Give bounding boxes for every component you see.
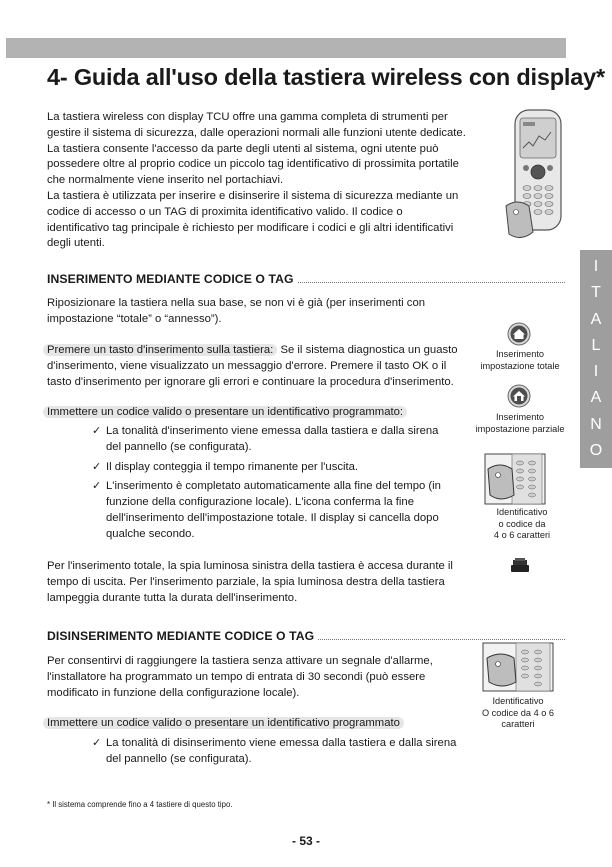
caption-identifier-2	[468, 696, 568, 731]
text-line: Per l'inserimento totale, la spia luminosa sinistra della tastiera è accesa durante il	[47, 560, 453, 572]
highlighted-instruction: Immettere un codice valido o presentare un identificativo programmato:	[43, 406, 407, 418]
language-letter: A	[590, 389, 602, 407]
checkmark-icon: ✓	[92, 480, 102, 493]
highlighted-instruction: Premere un tasto d'inserimento sulla tastiera:	[43, 344, 277, 356]
list-item	[92, 424, 441, 456]
text-line: lampeggia durante tutta la durata dell'inserimento.	[47, 591, 298, 604]
text-line: Riposizionare la tastiera nella sua base, se non vi è già (per inserimenti con	[47, 297, 426, 309]
text-fragment: Se il sistema diagnostica un guasto	[277, 344, 458, 356]
keypad-device-illustration	[503, 108, 573, 246]
language-letter: I	[593, 258, 599, 276]
caption-line: impostazione parziale	[475, 423, 565, 434]
home-total-arm-icon	[507, 322, 531, 346]
text-line: La tonalità d'inserimento viene emessa dalla tastiera e dalla sirena	[106, 425, 439, 437]
caption-line: O codice da 4 o 6	[481, 707, 554, 718]
checkmark-icon: ✓	[92, 460, 102, 473]
language-letter: I	[593, 363, 599, 381]
section1-paragraph-2	[47, 343, 458, 390]
section-heading-text: INSERIMENTO MEDIANTE CODICE O TAG	[47, 272, 294, 286]
intro-line: identificativo tag principale è richiesto per modificare i codici e gli altri identificativi	[47, 221, 454, 234]
section-heading-text: DISINSERIMENTO MEDIANTE CODICE O TAG	[47, 629, 315, 643]
caption-line: Identificativo	[492, 696, 544, 706]
text-line	[47, 343, 458, 359]
caption-line: Inserimento	[495, 349, 544, 359]
section2-checklist	[92, 736, 456, 772]
text-line: impostazione “totale” o “annesso”).	[47, 312, 222, 325]
text-line: tasto d'inserimento per ignorare gli errori e continuare la procedura d'inserimento.	[47, 375, 454, 388]
language-letter: O	[589, 441, 603, 459]
intro-line: degli utenti.	[47, 237, 105, 250]
intro-line: che normalmente viene inserito nel portachiavi.	[47, 174, 284, 187]
checkmark-icon: ✓	[92, 425, 102, 437]
caption-line: Identificativo	[496, 507, 548, 517]
language-tab	[580, 250, 612, 468]
keypad-tag-illustration	[482, 642, 554, 692]
text-line: del pannello (se configurata).	[106, 752, 252, 765]
printer-like-icon	[510, 557, 530, 573]
intro-line: gestire il sistema di sicurezza, dalle operazioni normali alle funzioni utente dedicate.	[47, 126, 466, 139]
language-letter: A	[590, 310, 602, 328]
header-bar	[6, 38, 566, 58]
page-title: 4- Guida all'uso della tastiera wireless con display*	[47, 64, 605, 90]
intro-paragraph	[47, 110, 466, 252]
section1-paragraph-4	[47, 559, 453, 606]
section-heading-disinserimento	[47, 627, 565, 643]
text-line: funzione della configurazione locale). L'icona conferma la fine	[106, 496, 414, 509]
page-number: - 53 -	[291, 834, 320, 848]
text-line: L'inserimento è completato automaticamente alla fine del tempo (in	[106, 480, 441, 493]
text-line: d'inserimento, viene visualizzato un messaggio d'errore. Premere il tasto OK o il	[47, 359, 447, 372]
checkmark-icon: ✓	[92, 737, 102, 749]
caption-identifier-1	[470, 507, 574, 542]
dotted-leader	[298, 282, 565, 283]
text-line: tempo di uscita. Per l'inserimento parziale, la spia luminosa destra della tastiera	[47, 575, 445, 588]
caption-line: 4 o 6 caratteri	[493, 530, 551, 540]
caption-line: o codice da	[498, 518, 546, 529]
language-letter: N	[590, 415, 602, 433]
caption-line: impostazione totale	[480, 360, 560, 371]
section-heading-inserimento	[47, 270, 565, 286]
caption-line: Inserimento	[495, 412, 544, 422]
text-line: del pannello (se configurata).	[106, 440, 252, 453]
text-line: Il display conteggia il tempo rimanente per l'uscita.	[106, 460, 359, 473]
intro-line: possedere oltre al proprio codice un piccolo tag identificativo di prossimita portatile	[47, 158, 459, 171]
text-line: qualche secondo.	[106, 527, 195, 540]
text-line: l'installatore ha programmato un tempo di entrata di 30 secondi (può essere	[47, 670, 426, 683]
list-item	[92, 460, 441, 476]
section1-paragraph-1	[47, 296, 425, 328]
section1-checklist	[92, 424, 441, 547]
text-line: modificato in funzione della configurazione locale).	[47, 686, 300, 699]
section2-paragraph-1	[47, 654, 433, 701]
footnote: * Il sistema comprende fino a 4 tastiere di questo tipo.	[47, 800, 233, 809]
keypad-tag-illustration	[484, 453, 546, 505]
language-letter: L	[591, 336, 601, 354]
intro-line: La tastiera consente l'accesso da parte degli utenti al sistema, ogni utente può	[47, 142, 439, 155]
section1-paragraph-3	[47, 405, 407, 421]
caption-line: caratteri	[501, 719, 535, 729]
text-line: Per consentirvi di raggiungere la tastiera senza attivare un segnale d'allarme,	[47, 655, 433, 667]
highlighted-instruction: Immettere un codice valido o presentare un identificativo programmato	[43, 717, 404, 729]
dotted-leader	[318, 639, 565, 640]
intro-line: codice di accesso o un TAG di proximita identificativo valido. Il codice o	[47, 205, 403, 218]
intro-line: La tastiera wireless con display TCU offre una gamma completa di strumenti per	[47, 111, 448, 123]
home-partial-arm-icon	[507, 384, 531, 408]
section2-paragraph-2	[47, 716, 404, 732]
language-letter: T	[591, 284, 601, 302]
list-item	[92, 736, 456, 768]
list-item	[92, 479, 441, 542]
caption-partial-arm	[467, 412, 573, 435]
caption-total-arm	[470, 349, 570, 372]
text-line: La tonalità di disinserimento viene emessa dalla tastiera e dalla sirena	[106, 737, 457, 749]
text-line: dell'inserimento dell'impostazione totale. Il display si cancella dopo	[106, 511, 439, 524]
intro-line: La tastiera è utilizzata per inserire e disinserire il sistema di sicurezza mediante un	[47, 189, 459, 202]
